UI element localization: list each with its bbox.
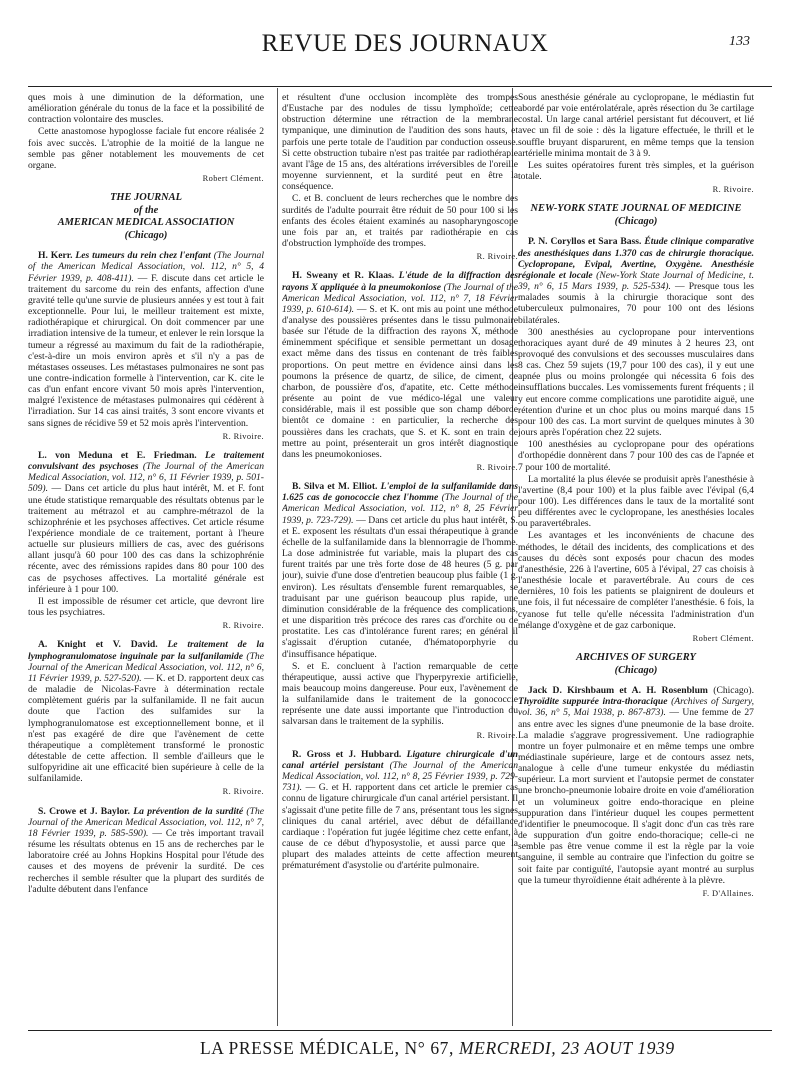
- article-reference: (New-York State Journal of Medicine, t. 39, n° 6, 15 Mars 1939, p. 525-534).: [518, 269, 754, 293]
- article-body: — Dans cet article du plus haut intérêt, S. et E. exposent les résultats d'un essai thérapeutique à grande échelle de la sulfanilamide dans la blennorragie de l'homme. La dose administrée fut variable, mais la plupart des cas furent traités par une très forte dose de 48 heures (5 g. par jour), suivie d'une dose d'entretien beaucoup plus faible (1 g. environ). Les résultats d'ensemble furent remarquables, se traduisant par une guérison beaucoup plus rapide, une diminution considérable de la fréquence des complications, et une disparition très précoce des rares cas d'orchite ou de prostatite. Les cas d'intolérance furent rares; en général il s'agissait d'éruption cutanée, d'hématoporphyrie ou d'insuffisance hépatique.: [282, 514, 518, 660]
- article-title: La prévention de la surdité: [133, 805, 244, 817]
- signature: R. Rivoire.: [476, 252, 518, 262]
- article-reference: (The Journal of the American Medical Association, vol. 112, n° 6, 11 Février 1939, p. 527-520).: [28, 650, 264, 684]
- article-authors: A. Knight et V. David.: [38, 639, 158, 651]
- signature: R. Rivoire.: [222, 431, 264, 441]
- article-body: — Une femme de 27 ans entre avec les signes d'une pneumonie de la base droite. La maladie s'aggrave progressivement. Une radiographie montre un foyer pulmonaire et en même temps une ombre médiastinale supérieure, large et de contours assez nets, analogue à celle d'une tumeur enkystée du médiastin supérieur. La mort survient et l'autopsie permet de constater une broncho-pneumonie lobaire droite en voie d'amélioration et un volumineux goitre endo-thoracique en pleine suppuration dans l'intérieur duquel les coupes permettent d'identifier le pneumocoque. Il s'agit donc d'un cas très rare de suppuration d'un goitre endo-thoracique; celle-ci ne semble pas être venue comme il est la règle par la voie sanguine, il semble au contraire que l'infection du goitre se soit faite par contiguïté, l'autopsie ayant montré au surplus que la tumeur thyroïdienne était adhérente à la plèvre.: [518, 707, 754, 886]
- article-body: — Ce très important travail résume les résultats obtenus en 15 ans de recherches par le laboratoire créé au Johns Hopkins Hospital pour l'étude des causes et des moyens de prévenir la surdité. De ces recherches il semble résulter que la plupart des surdités de l'adulte débutent dans l'enfance: [28, 827, 264, 895]
- article-abstract: [282, 481, 518, 660]
- article-title: Le traitement convulsivant des psychoses: [28, 449, 264, 473]
- footer-journal: LA PRESSE MÉDICALE, N° 67,: [200, 1038, 455, 1058]
- article-abstract: [28, 639, 264, 784]
- paragraph: La mortalité la plus élevée se produisit après l'anesthésie à l'avertine (8,4 pour 100) et la plus faible avec l'évipal (6,4 pour 100). Les différences dans le taux de la mortalité sont peu différentes avec le cyclopropane, les anesthésies locales ou paravertébrales.: [518, 473, 754, 530]
- signature: Robert Clément.: [202, 174, 264, 184]
- article-body: — Presque tous les malades soumis à la chirurgie thoracique sont des tuberculeux pulmonaires, 70 pour 100 ont des lésions bilatérales.: [518, 281, 754, 326]
- header-rule: [28, 86, 772, 87]
- article-reference: (Archives of Surgery, vol. 36, n° 5, Mai 1938, p. 867-873).: [518, 696, 754, 719]
- article-abstract: [28, 806, 264, 895]
- journal-heading: ARCHIVES OF SURGERY (Chicago): [576, 652, 696, 676]
- signature: F. D'Allaines.: [702, 888, 754, 898]
- article-title: Ligature chirurgicale d'un canal artériel persistant: [282, 748, 518, 771]
- article-title: Étude clinique comparative des anesthésiques dans 1.370 cas de chirurgie thoracique. Cyclopropane, Evipal, Avertine, Oxygène. Anesthésie régionale et locale: [518, 236, 754, 281]
- article-authors: R. Gross et J. Hubbard.: [292, 748, 402, 760]
- article-authors: H. Kerr.: [38, 250, 73, 262]
- article-abstract: [282, 270, 518, 460]
- running-title: REVUE DES JOURNAUX: [261, 30, 549, 57]
- article-title: L'étude de la diffraction des rayons X appliquée à la pneumokoniose: [282, 270, 518, 293]
- signature: R. Rivoire.: [476, 730, 518, 740]
- paragraph: S. et E. concluent à l'action remarquable de cette thérapeutique, aussi active que l'hyperpyrexie artificielle, mais beaucoup moins dangereuse. Pour eux, l'avènement de la sulfanilamide dans le traitement de la gonococcie représente une date aussi importante que l'introduction du salvarsan dans le traitement de la syphilis.: [282, 660, 518, 728]
- article-title: Thyroïdite suppurée intra-thoracique: [518, 696, 668, 708]
- article-title: Les tumeurs du rein chez l'enfant: [75, 250, 211, 262]
- column-divider: [277, 88, 278, 1026]
- article-abstract: [518, 236, 754, 325]
- paragraph: Il est impossible de résumer cet article, que devront lire tous les psychiatres.: [28, 595, 264, 619]
- article-reference: (The Journal of the American Medical Association, vol. 112, n° 7, 18 Février 1939, p. 585-590).: [28, 805, 264, 839]
- page-number: 133: [729, 34, 750, 49]
- article-title: L'emploi de la sulfanilamide dans 1.625 cas de gonococcie chez l'homme: [282, 481, 518, 504]
- column-2: [282, 92, 518, 1022]
- article-reference: (The Journal of the American Medical Association, vol. 112, n° 5, 4 Février 1939, p. 408-411).: [28, 250, 264, 284]
- article-reference: (The Journal of the American Medical Association, vol. 112, n° 6, 11 Février 1939, p. 501-509).: [28, 461, 264, 495]
- article-reference: (The Journal of the American Medical Association, vol. 112, n° 8, 25 Février 1939, p. 723-729).: [282, 492, 518, 526]
- page-footer: [200, 1038, 760, 1060]
- paragraph: Les avantages et les inconvénients de chacune des méthodes, le détail des incidents, des complications et des causes du décès sont exposés pour chacun des modes d'anesthésie, 226 à l'avertine, 605 à l'évipal, 27 cas choisis à l'anesthésie locale et paravertébrale. Au cours de ces dernières, 10 fois les patients se plaignirent de douleurs et une fois, il fut nécessaire de compléter l'anesthésie. 6 fois, la cyanose fut telle qu'elle nécessita l'administration d'un mélange d'oxygène et de gaz carbonique.: [518, 530, 754, 631]
- article-abstract: [28, 250, 264, 429]
- article-body: — G. et H. rapportent dans cet article le premier cas connu de ligature chirurgicale d'un canal artériel persistant. Il s'agissait d'une petite fille de 7 ans, présentant tous les signes cliniques du canal artériel, avec début de défaillance cardiaque : l'opération fut jugée légitime chez cette enfant, à cause de ce début d'hyposystolie, et aussi parce que la plupart des malades atteints de cette affection meurent prématurément d'asystolie ou d'artérite pulmonaire.: [282, 782, 518, 872]
- column-1: [28, 92, 264, 1022]
- paragraph: Sous anesthésie générale au cyclopropane, le médiastin fut abordé par voie entérolatérale, après résection du 3e cartilage costal. Un large canal artériel persistant fut découvert, et lié avec un fil de soie : dès la ligature effectuée, le thrill et le souffle bruyant disparurent, en même temps que la tension artérielle minima montait de 3 à 9.: [518, 92, 754, 159]
- article-authors: S. Crowe et J. Baylor.: [38, 805, 130, 817]
- signature: Robert Clément.: [692, 633, 754, 643]
- paragraph: 100 anesthésies au cyclopropane pour des opérations d'orthopédie donnèrent dans 7 pour 100 des cas de l'apnée et 7 pour 100 de mortalité.: [518, 439, 754, 473]
- article-authors: B. Silva et M. Elliot.: [292, 481, 378, 493]
- journal-heading: THE JOURNAL of the AMERICAN MEDICAL ASSOCIATION (Chicago): [57, 192, 235, 241]
- article-authors: P. N. Coryllos et Sara Bass.: [528, 236, 642, 248]
- signature: R. Rivoire.: [476, 463, 518, 472]
- journal-heading: NEW-YORK STATE JOURNAL OF MEDICINE (Chicago): [530, 203, 742, 227]
- footer-date: MERCREDI, 23 AOUT 1939: [459, 1038, 675, 1058]
- signature: R. Rivoire.: [222, 787, 264, 797]
- article-title: Le traitement de la lymphogranulomatose inguinale par la sulfanilamide: [28, 639, 264, 662]
- article-authors: H. Sweany et R. Klaas.: [292, 270, 395, 282]
- article-body: — S. et K. ont mis au point une méthode d'analyse des poussières présentes dans le tissu pulmonaire basée sur l'étude de la diffraction des rayons X, méthode éminemment spécifique et sensible permettant un dosage exact même dans des tissus en contenant de très faibles proportions. On peut mettre en évidence ainsi dans les poumons la présence de quartz, de silice, de ciment, de charbon, de poussière d'os, d'apatite, etc. Cette méthode présente au point de vue médico-légal une valeur considérable, mais il est possible que son champ déborde bientôt ce domaine : en particulier, la recherche des poussières dans les crachats, que S. et K. sont en train de mettre au point, présenterait un gros intérêt diagnostique dans les pneumokonioses.: [282, 303, 518, 460]
- article-body: — K. et D. rapportent deux cas de maladie de Nicolas-Favre à détermination rectale complètement guéris par la sulfanilamide. Il ne fait aucun doute que l'action des sulfamides sur la lymphogranulomatose est exceptionnellement bonne, et il n'est pas exagéré de dire que l'avènement de cette thérapeutique a complètement transformé le pronostic détestable de cette affection. Il semble d'ailleurs que le sulfopyridine ait une efficacité bien supérieure à celle de la sulfanilamide.: [28, 672, 264, 785]
- paragraph: et résultent d'une occlusion incomplète des trompes d'Eustache par des nodules de tissu lymphoïde; cette obstruction détermine une rétraction de la membrane tympanique, une diminution de l'audition des sons hauts, et parfois une perte totale de l'audition par conduction osseuse. Si cette obstruction tubaire n'est pas traitée par radiothérapie avant l'âge de 15 ans, des altérations irréversibles de l'oreille moyenne surviennent, et la surdité peut en être la conséquence.: [282, 92, 518, 193]
- paragraph: ques mois à une diminution de la déformation, une amélioration générale du tonus de la face et la possibilité de contraction volontaire des muscles.: [28, 92, 264, 126]
- article-body: — F. discute dans cet article le traitement du sarcome du rein des enfants, affection d'une gravité telle qu'une survie de plusieurs années y est tout à fait exceptionnelle. Pour lui, le meilleur traitement est mixte, radiothérapique et chirurgical. On doit commencer par une irradiation intensive de la tumeur, et enlever le rein lorsque la tumeur a régressé au maximum du fait de la radiothérapie, c'est-à-dire un mois environ après et s'il n'y a pas de métastases osseuses. Les métastases pulmonaires ne sont pas une contre-indication formelle à l'intervention, car K. cite le cas d'un enfant encore vivant 50 mois après l'intervention, malgré l'existence de métastases pulmonaires qui cédèrent à l'irradiation. Sur 14 cas ainsi traités, 3 sont encore vivants et sans signes de récidive 59 et 52 mois après l'intervention.: [28, 272, 264, 429]
- article-reference: (The Journal of the American Medical Association, vol. 112, n° 7, 18 Février 1939, p. 610-614).: [282, 281, 518, 315]
- article-abstract: [28, 450, 264, 595]
- signature: R. Rivoire.: [712, 185, 754, 195]
- article-abstract: [518, 685, 754, 886]
- paragraph: 300 anesthésies au cyclopropane pour interventions thoraciques ayant duré de 49 minutes à 2 heures 23, ont provoqué des convulsions et des secousses musculaires dans 8 cas. Chez 59 sujets (19,7 pour 100 des cas), il y eut une apnée plus ou moins prolongée qui nécessita 6 fois des insufflations buccales. Les vomissements furent fréquents ; il y eut encore comme complications une parotidite aiguë, une rétention d'urine et un choc plus ou moins marqué dans 15 pour 100 des cas. La mort survint de quelques minutes à 30 jours après l'opération chez 22 sujets.: [518, 326, 754, 439]
- paragraph: C. et B. concluent de leurs recherches que le nombre des surdités de l'adulte pourrait être réduit de 50 pour 100 si les enfants des écoles étaient examinés au nasopharyngoscope une fois par an, et traités par radiothérapie en cas d'obstruction lymphoïde des trompes.: [282, 193, 518, 250]
- signature: R. Rivoire.: [222, 621, 264, 631]
- article-body: — Dans cet article du plus haut intérêt, M. et F. font une étude statistique remarquable des résultats obtenus par le traitement au métrazol et au camphre-métrazol de la schizophrénie et les psychoses affectives. Cet article résume l'expérience mondiale de ce traitement, portant à l'heure actuelle sur plusieurs milliers de cas, avec des guérisons allant jusqu'à 60 pour 100 des cas dans la schizophrénie récente, avec des rémissions rapides dans 80 pour 100 des cas de psychoses affectives. La mortalité générale est inférieure à 1 pour 100.: [28, 483, 264, 595]
- column-3: [518, 92, 754, 1022]
- page-header: [60, 30, 750, 60]
- article-reference: (The Journal of the American Medical Association, vol. 112, n° 8, 25 Février 1939, p. 729-731).: [282, 759, 518, 794]
- paragraph: Cette anastomose hypoglosse faciale fut encore réalisée 2 fois avec succès. L'atrophie de la moitié de la langue ne semble pas gêner notablement les mouvements de cet organe.: [28, 126, 264, 171]
- article-location: (Chicago).: [713, 685, 754, 697]
- article-abstract: [282, 749, 518, 872]
- article-authors: Jack D. Kirshbaum et A. H. Rosenblum: [528, 685, 708, 697]
- article-authors: L. von Meduna et E. Friedman.: [38, 449, 197, 461]
- paragraph: Les suites opératoires furent très simples, et la guérison totale.: [518, 159, 754, 183]
- footer-rule: [28, 1030, 772, 1031]
